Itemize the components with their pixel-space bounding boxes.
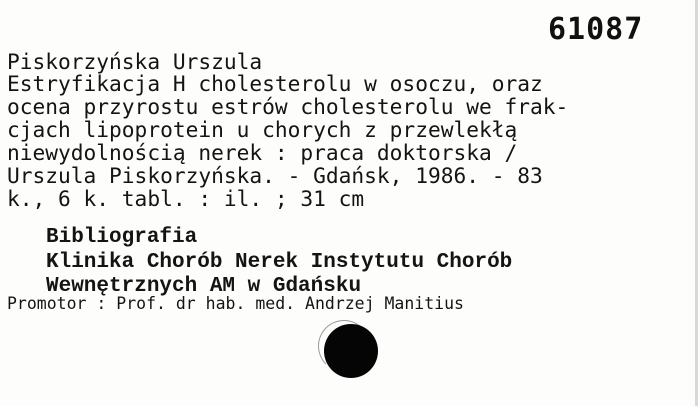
note-promotor: Promotor : Prof. dr hab. med. Andrzej Manitius: [7, 294, 464, 313]
note-institution-line-2: Wewnętrznych AM w Gdańsku: [46, 275, 362, 298]
author-line: Piskorzyńska Urszula: [7, 49, 263, 74]
punch-hole-disc: [324, 324, 378, 378]
punch-hole-icon: [318, 320, 380, 382]
imprint-line: Urszula Piskorzyńska. - Gdańsk, 1986. - 83: [7, 163, 543, 188]
catalog-number: 61087: [548, 12, 644, 47]
title-line-2: ocena przyrostu estrów cholesterolu we frak-: [7, 94, 569, 119]
note-bibliography: Bibliografia: [46, 226, 198, 249]
physical-description-line: k., 6 k. tabl. : il. ; 31 cm: [7, 186, 365, 211]
title-line-1: Estryfikacja H cholesterolu w osoczu, oraz: [7, 71, 543, 96]
note-institution-line-1: Klinika Chorób Nerek Instytutu Chorób: [46, 251, 513, 274]
title-line-3: cjach lipoprotein u chorych z przewlekłą: [7, 117, 518, 142]
title-line-4: niewydolnością nerek : praca doktorska /: [7, 140, 518, 165]
